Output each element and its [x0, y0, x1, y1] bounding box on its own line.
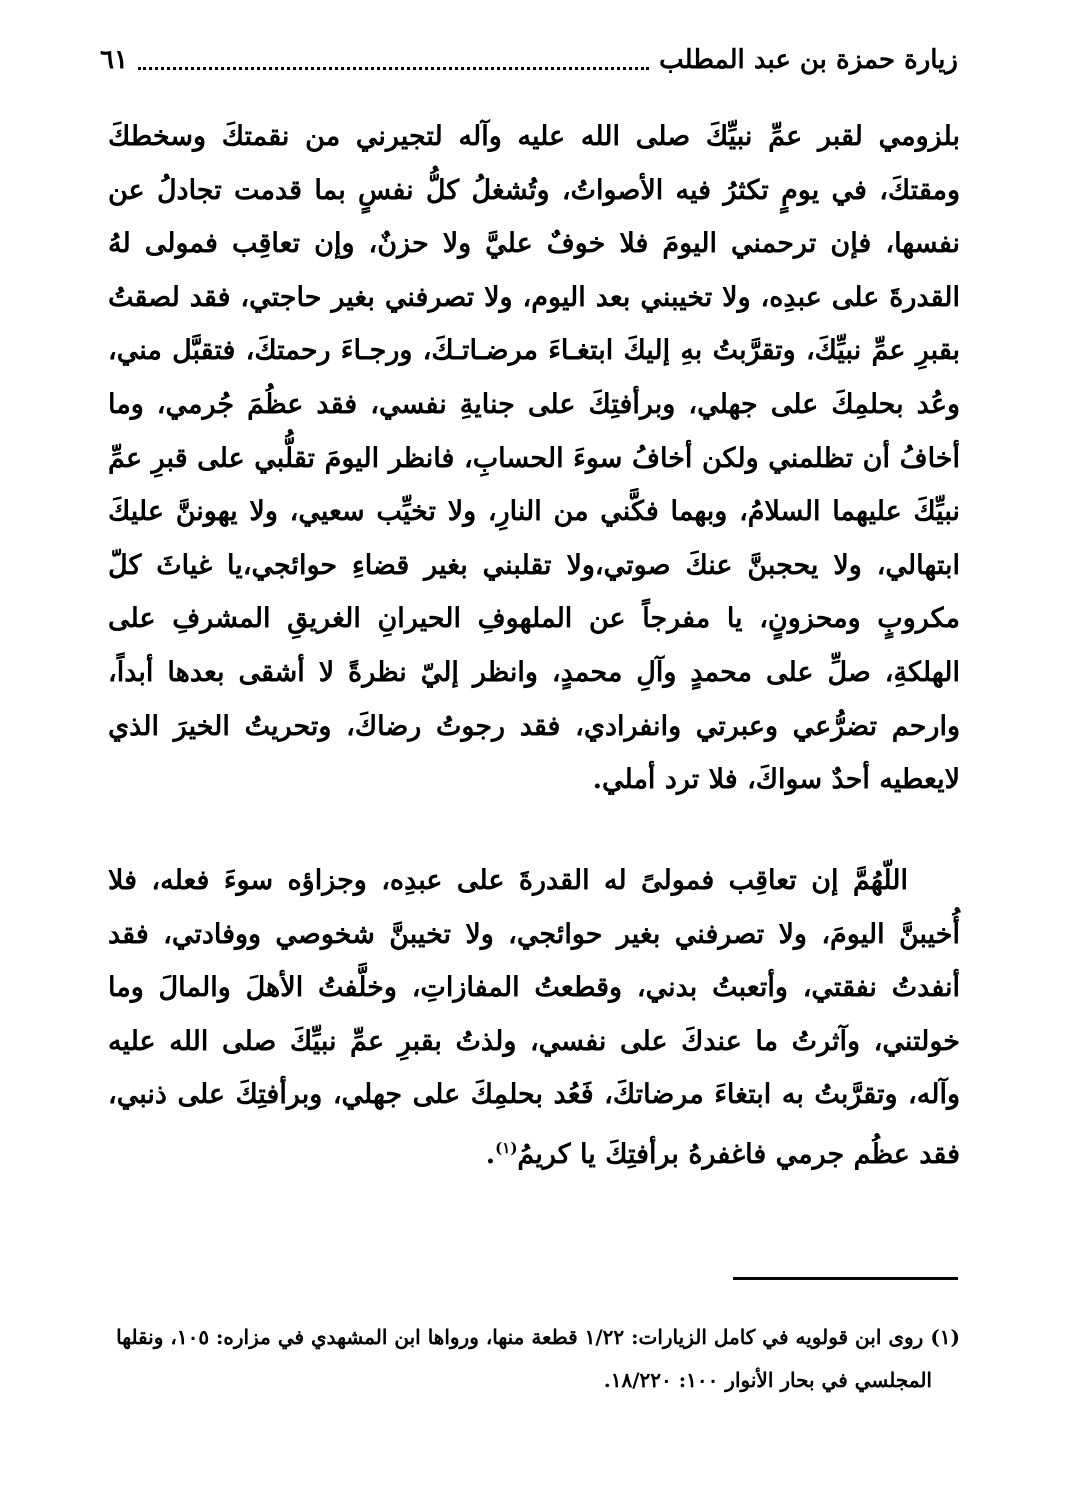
paragraph-2: [108, 854, 960, 1182]
footnote-continuation: المجلسي في بحار الأنوار ١٠٠: ١٨/٢٢٠.: [603, 1368, 932, 1392]
footnote-reference: (١): [495, 1138, 518, 1157]
header-title: زيارة حمزة بن عبد المطلب: [659, 45, 958, 75]
footnote-marker: (١): [930, 1325, 960, 1349]
footnote-separator: [733, 1277, 958, 1280]
running-header: [100, 38, 958, 82]
paragraph-1: بلزومي لقبر عمِّ نبيِّكَ صلى الله عليه وآله لتجيرني من نقمتكَ وسخطكَ ومقتكَ، في يومٍ تكثرُ فيه الأصواتُ، وتُشغلُ كلُّ نفسٍ بما قدمت تجادلُ عن نفسها، فإن ترحمني اليومَ فلا خوفٌ عليَّ ولا حزنٌ، وإن تعاقِب فمولى لهُ القدرةَ على عبدِه، ولا تخيبني بعد اليوم، ولا تصرفني بغير حاجتي، فقد لصقتُ بقبرِ عمِّ نبيِّكَ، وتقرَّبتُ بهِ إليكَ ابتغـاءَ مرضـاتـكَ، ورجـاءَ رحمتكَ، فتقبَّل مني، وعُد بحلمِكَ على جهلي، وبرأفتِكَ على جنايةِ نفسي، فقد عظُمَ جُرمي، وما أخافُ أن تظلمني ولكن أخافُ سوءَ الحسابِ، فانظر اليومَ تقلُّبي على قبرِ عمِّ نبيِّكَ عليهما السلامُ، وبهما فكَّني من النارِ، ولا تخيِّب سعيي، ولا يهوننَّ عليكَ ابتهالي، ولا يحجبنَّ عنكَ صوتي،ولا تقلبني بغير قضاءِ حوائجي،يا غياثَ كلّ مكروبٍ ومحزونٍ، يا مفرجاً عن الملهوفِ الحيرانِ الغريقِ المشرفِ على الهلكةِ، صلِّ على محمدٍ وآلِ محمدٍ، وانظر إليّ نظرةً لا أشقى بعدها أبداً، وارحم تضرُّعي وعبرتي وانفرادي، فقد رجوتُ رضاكَ، وتحريتُ الخيرَ الذي لايعطيه أحدٌ سواكَ، فلا ترد أملي.: [108, 121, 960, 796]
page-number: ٦١: [100, 45, 128, 75]
footnote: [108, 1316, 960, 1402]
body-text: [108, 110, 960, 1170]
footnote-text: روى ابن قولويه في كامل الزيارات: ١/٢٢ قطعة منها، ورواها ابن المشهدي في مزاره: ١٠٥، ونقلها: [116, 1325, 924, 1349]
header-dot-leader: [138, 67, 649, 70]
paragraph-2-text: اللّهُمَّ إن تعاقِب فمولىً له القدرةَ على عبدِه، وجزاؤه سوءَ فعله، فلا أُخيبنَّ اليومَ، ولا تصرفني بغير حوائجي، ولا تخيبنَّ شخوصي ووفادتي، فقد أنفدتُ نفقتي، وأتعبتُ بدني، وقطعتُ المفازاتِ، وخلَّفتُ الأهلَ والمالَ وما خولتني، وآثرتُ ما عندكَ على نفسي، ولذتُ بقبرِ عمِّ نبيِّكَ صلى الله عليه وآله، وتقرَّبتُ به ابتغاءَ مرضاتكَ، فَعُد بحلمِكَ على جهلي، وبرأفتِكَ على ذنبي، فقد عظُم جرمي فاغفرهُ برأفتِكَ يا كريمُ: [108, 865, 960, 1170]
paragraph-2-end: .: [485, 1138, 496, 1170]
